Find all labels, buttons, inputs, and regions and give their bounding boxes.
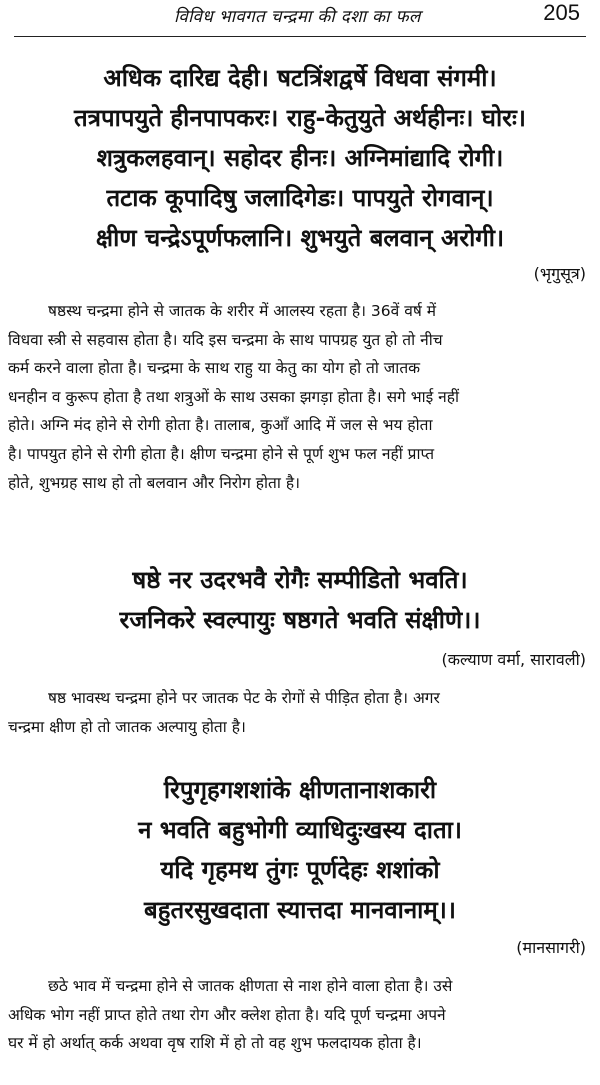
- verse-saravali: [0, 560, 600, 640]
- page-number: 205: [543, 0, 580, 25]
- verse-line: बहुतरसुखदाता स्यात्तदा मानवानाम्।।: [144, 896, 456, 924]
- paragraph-line: है। पापयुत होने से रोगी होता है। क्षीण चन्द्रमा होने से पूर्ण शुभ फल नहीं प्राप्त: [8, 444, 435, 463]
- verse-manasagari: [0, 770, 600, 930]
- commentary-paragraph: [8, 684, 598, 741]
- verse-source: (कल्याण वर्मा, सारावली): [441, 650, 586, 669]
- verse-line: न भवति बहुभोगी व्याधिदुःखस्य दाता।: [138, 816, 462, 844]
- paragraph-line: होते। अग्नि मंद होने से रोगी होता है। तालाब, कुआँ आदि में जल से भय होता: [8, 416, 433, 435]
- paragraph-line: विधवा स्त्री से सहवास होता है। यदि इस चन्द्रमा के साथ पापग्रह युत हो तो नीच: [8, 330, 443, 349]
- paragraph-line: कर्म करने वाला होता है। चन्द्रमा के साथ राहु या केतु का योग हो तो जातक: [8, 359, 421, 378]
- paragraph-line: अधिक भोग नहीं प्राप्त होते तथा रोग और क्लेश होता है। यदि पूर्ण चन्द्रमा अपने: [8, 1005, 446, 1024]
- paragraph-line: धनहीन व कुरूप होता है तथा शत्रुओं के साथ उसका झगड़ा होता है। सगे भाई नहीं: [8, 387, 459, 406]
- verse-bhrigu-sutra: [0, 58, 600, 258]
- verse-line: अधिक दारिद्य देही। षटत्रिंशद्वर्षे विधवा संगमी।: [103, 64, 497, 92]
- verse-source: (भृगुसूत्र): [533, 264, 586, 283]
- verse-line: शत्रुकलहवान्। सहोदर हीनः। अग्निमांद्यादि रोगी।: [96, 144, 504, 172]
- paragraph-line: षष्ठस्थ चन्द्रमा होने से जातक के शरीर में आलस्य रहता है। 36वें वर्ष में: [48, 302, 436, 320]
- paragraph-line: चन्द्रमा क्षीण हो तो जातक अल्पायु होता है।: [8, 717, 246, 736]
- verse-line: षष्ठे नर उदरभवै रोगैः सम्पीडितो भवति।: [132, 566, 468, 594]
- verse-line: तटाक कूपादिषु जलादिगेडः। पापयुते रोगवान्।: [106, 184, 494, 212]
- verse-line: तत्रपापयुते हीनपापकरः। राहु-केतुयुते अर्थहीनः। घोरः।: [74, 104, 526, 132]
- verse-line: यदि गृहमथ तुंगः पूर्णदेहः शशांको: [160, 856, 440, 884]
- commentary-paragraph: [8, 297, 598, 497]
- paragraph-line: होते, शुभग्रह साथ हो तो बलवान और निरोग होता है।: [8, 473, 300, 492]
- running-title: विविध भावगत चन्द्रमा की दशा का फल: [174, 7, 421, 27]
- verse-source: (मानसागरी): [516, 938, 586, 957]
- paragraph-line: घर में हो अर्थात् कर्क अथवा वृष राशि में हो तो वह शुभ फलदायक होता है।: [8, 1034, 422, 1053]
- verse-line: रिपुगृहगशशांके क्षीणतानाशकारी: [163, 776, 437, 804]
- verse-line: रजनिकरे स्वल्पायुः षष्ठगते भवति संक्षीणे।।: [119, 606, 481, 634]
- paragraph-line: षष्ठ भावस्थ चन्द्रमा होने पर जातक पेट के रोगों से पीड़ित होता है। अगर: [48, 689, 440, 707]
- page-header: [14, 0, 586, 37]
- verse-line: क्षीण चन्द्रेऽपूर्णफलानि। शुभयुते बलवान् अरोगी।: [95, 224, 505, 252]
- paragraph-line: छठे भाव में चन्द्रमा होने से जातक क्षीणता से नाश होने वाला होता है। उसे: [48, 977, 453, 995]
- commentary-paragraph: [8, 972, 598, 1058]
